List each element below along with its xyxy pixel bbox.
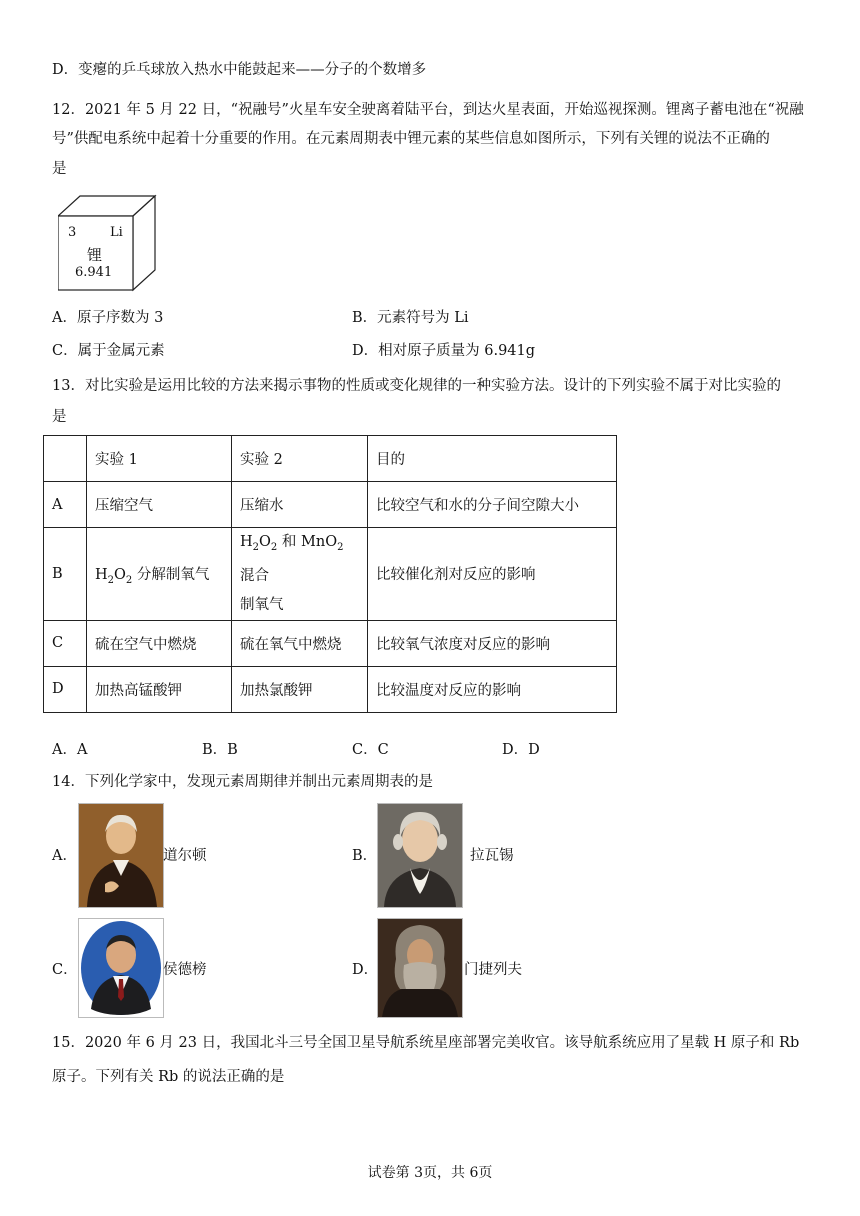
q12-option-d: D．相对原子质量为 6.941g: [352, 343, 536, 359]
q14-option-b-letter: B．: [352, 848, 378, 864]
row-purpose: 比较空气和水的分子间空隙大小: [368, 482, 617, 528]
dalton-portrait: [78, 803, 164, 908]
hou-debang-portrait: [78, 918, 164, 1018]
q13-option-d: D．D: [502, 742, 540, 758]
q14-line-1: 14．下列化学家中，发现元素周期律并制出元素周期表的是: [52, 774, 433, 790]
formula-part: H: [95, 566, 108, 583]
experiment-table: [43, 435, 617, 713]
q14-option-a-letter: A．: [52, 848, 77, 864]
q12-option-c: C．属于金属元素: [52, 343, 165, 359]
q12-option-b: B．元素符号为 Li: [352, 310, 469, 326]
q13-line-2: 是: [52, 409, 67, 425]
q15-line-1: 15．2020 年 6 月 23 日，我国北斗三号全国卫星导航系统星座部署完美收官。该导航系统应用了星载 H 原子和 Rb: [52, 1035, 800, 1051]
q14-option-c-name: 侯德榜: [163, 962, 207, 978]
formula-sub: 2: [337, 541, 344, 553]
row-id: C: [44, 620, 87, 666]
q12-line-2: 号”供配电系统中起着十分重要的作用。在元素周期表中锂元素的某些信息如图所示，下列有关锂的说法不正确的: [52, 131, 770, 147]
formula-sub: 2: [107, 574, 115, 586]
q14-option-a-name: 道尔顿: [163, 848, 207, 864]
table-header-cell: 目的: [368, 436, 617, 482]
formula-part: H: [240, 534, 253, 550]
table-row: [44, 666, 617, 712]
table-row: [44, 620, 617, 666]
lithium-element-cell: [58, 194, 158, 292]
formula-part: 制氧气: [240, 596, 284, 613]
formula-sub: 2: [252, 541, 260, 553]
formula-part: O: [259, 534, 271, 550]
row-id: A: [44, 482, 87, 528]
q15-line-2: 原子。下列有关 Rb 的说法正确的是: [52, 1069, 285, 1085]
dalton-portrait-image: [79, 804, 163, 907]
row-exp2: 加热氯酸钾: [232, 666, 368, 712]
page-footer: 试卷第 3页，共 6页: [367, 1165, 493, 1181]
row-id: B: [44, 528, 87, 621]
q13-option-a: A．A: [52, 742, 88, 758]
table-row: [44, 528, 617, 621]
table-header-row: [44, 436, 617, 482]
element-name: 锂: [87, 246, 103, 264]
atomic-number: 3: [68, 225, 77, 240]
row-exp1: [87, 528, 232, 621]
row-purpose: 比较催化剂对反应的影响: [368, 528, 617, 621]
mendeleev-portrait: [377, 918, 463, 1018]
q14-option-b-name: 拉瓦锡: [470, 848, 514, 864]
atomic-mass: 6.941: [75, 265, 113, 280]
formula-part: 混合: [240, 567, 269, 584]
mendeleev-portrait-image: [378, 919, 462, 1017]
hou-debang-portrait-image: [79, 919, 163, 1017]
formula-sub: 2: [125, 574, 133, 586]
formula-part: O: [114, 566, 126, 583]
lavoisier-portrait: [377, 803, 463, 908]
row-exp2: [232, 528, 368, 621]
element-symbol: Li: [110, 225, 123, 240]
q14-option-c-letter: C．: [52, 962, 78, 978]
formula-part: 和 MnO: [277, 534, 338, 550]
row-exp1: 加热高锰酸钾: [87, 666, 232, 712]
table-header-cell: 实验 2: [232, 436, 368, 482]
formula-part: 分解制氧气: [132, 566, 210, 583]
q11-option-d: D．变瘪的乒乓球放入热水中能鼓起来——分子的个数增多: [52, 62, 427, 78]
row-exp1: 硫在空气中燃烧: [87, 620, 232, 666]
formula-sub: 2: [270, 541, 278, 553]
row-exp1: 压缩空气: [87, 482, 232, 528]
row-exp2: 硫在氧气中燃烧: [232, 620, 368, 666]
row-exp2: 压缩水: [232, 482, 368, 528]
table-header-cell: [44, 436, 87, 482]
q12-option-a: A．原子序数为 3: [52, 310, 164, 326]
row-purpose: 比较温度对反应的影响: [368, 666, 617, 712]
q13-option-c: C．C: [352, 742, 389, 758]
q14-option-d-name: 门捷列夫: [464, 962, 522, 978]
table-row: [44, 482, 617, 528]
lavoisier-portrait-image: [378, 804, 462, 907]
q12-line-3: 是: [52, 161, 67, 177]
q13-option-b: B．B: [202, 742, 238, 758]
row-purpose: 比较氧气浓度对反应的影响: [368, 620, 617, 666]
q14-option-d-letter: D．: [352, 962, 379, 978]
q13-line-1: 13．对比实验是运用比较的方法来揭示事物的性质或变化规律的一种实验方法。设计的下列实验不属于对比实验的: [52, 378, 781, 394]
q12-line-1: 12．2021 年 5 月 22 日，“祝融号”火星车安全驶离着陆平台，到达火星表面，开始巡视探测。锂离子蓄电池在“祝融: [52, 102, 804, 118]
row-id: D: [44, 666, 87, 712]
table-header-cell: 实验 1: [87, 436, 232, 482]
